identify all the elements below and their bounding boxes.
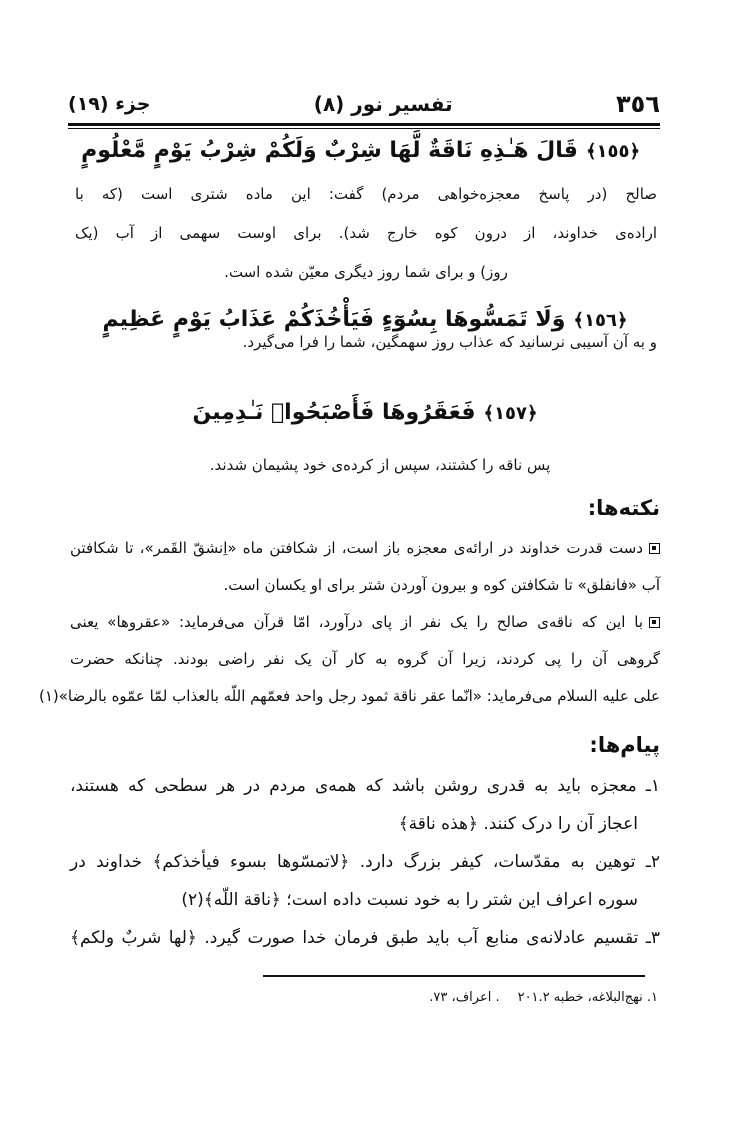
verse-155 xyxy=(81,131,640,172)
message-line: اعجاز آن را درک کنند. ﴿هذه ناقة﴾ xyxy=(398,814,638,834)
translation-line: و به آن آسیبی نرسانید که عذاب روز سهمگین، شما را فرا می‌گیرد. xyxy=(242,333,657,351)
verse-text: وَلَا تَمَسُّوهَا بِسُوٓءٍ فَيَأْخُذَكُمْ عَذَابُ يَوْمٍ عَظِيمٍ xyxy=(102,307,566,332)
page-number: ٣٥٦ xyxy=(616,90,660,118)
translation-156 xyxy=(135,323,657,362)
translation-155 xyxy=(75,175,657,292)
translation-line: روز) و برای شما روز دیگری معیّن شده است. xyxy=(224,263,508,281)
translation-157 xyxy=(100,446,660,485)
notes-list xyxy=(38,530,660,715)
note-item: با این که ناقه‌ی صالح را یک نفر از پای درآورد، امّا قرآن می‌فرماید: «عقروها» یعنی xyxy=(70,604,660,641)
footnote-2: ٢. اعراف، ٧٣. xyxy=(429,990,550,1005)
note-line: آب «فانفلق» تا شکافتن کوه و بیرون آوردن شتر برای او یکسان است. xyxy=(223,576,660,594)
messages-title: پیام‌ها: xyxy=(589,733,660,757)
square-bullet-icon xyxy=(649,617,660,628)
verse-number: ﴿١٥٥﴾ xyxy=(585,141,640,162)
book-title: تفسیر نور (٨) xyxy=(313,92,453,116)
message-line: سوره اعراف این شتر را به خود نسبت داده است؛ ﴿ناقة اللّه﴾(٢) xyxy=(181,890,638,910)
juz-label: جزء (١٩) xyxy=(68,93,151,115)
verse-text: قَالَ هَـٰذِهِ نَاقَةٌ لَّهَا شِرْبٌ وَلَكُمْ شِرْبُ يَوْمٍ مَّعْلُومٍ xyxy=(81,138,578,163)
footnote-rule xyxy=(263,975,645,977)
note-item: دست قدرت خداوند در ارائه‌ی معجزه باز است، از شکافتن ماه «اِنشقّ القَمر»، تا شکافتن xyxy=(70,530,660,567)
note-line: علی علیه السلام می‌فرماید: «انّما عقر ناقة ثمود رجل واحد فعمّهم اللّه بالعذاب لمّا عمّوه بالرضا»(١) xyxy=(38,687,660,705)
header-rule-thick xyxy=(68,123,660,126)
notes-title: نکته‌ها: xyxy=(587,496,660,520)
page-header xyxy=(68,86,660,122)
message-line: ٣ـ تقسیم عادلانه‌ی منابع آب باید طبق فرمان خدا صورت گیرد. ﴿لها شربٌ ولکم﴾ xyxy=(70,928,660,948)
translation-line: صالح (در پاسخ معجزه‌خواهی مردم) گفت: این ماده شتری است (که با xyxy=(75,185,657,203)
footnote-1: ١. نهج‌البلاغه، خطبه ٢٠١. xyxy=(517,990,658,1005)
messages-list xyxy=(70,767,660,957)
translation-line: پس ناقه را کشتند، سپس از کرده‌ی خود پشیمان شدند. xyxy=(209,456,551,474)
square-bullet-icon xyxy=(649,543,660,554)
translation-line: اراده‌ی خداوند، از درون کوه خارج شد). برای اوست سهمی از آب (یک xyxy=(75,224,657,242)
message-line: ١ـ معجزه باید به قدری روشن باشد که همه‌ی مردم در هر سطحی که هستند، xyxy=(70,776,660,796)
verse-number: ﴿١٥٦﴾ xyxy=(573,310,628,331)
verse-number: ﴿١٥٧﴾ xyxy=(483,403,538,424)
header-rule-thin xyxy=(68,128,660,129)
message-line: ٢ـ توهین به مقدّسات، کیفر بزرگ دارد. ﴿لاتمسّوها بسوء فیأخذکم﴾ خداوند در xyxy=(70,852,660,872)
verse-157 xyxy=(90,393,640,434)
note-line: گروهی آن را پی کردند، زیرا آن گروه به کار آن یک نفر راضی بودند. چنانکه حضرت xyxy=(70,650,660,668)
verse-text: فَعَقَرُوهَا فَأَصْبَحُوا۟ نَـٰدِمِينَ xyxy=(192,400,476,425)
footnotes xyxy=(411,985,658,1011)
